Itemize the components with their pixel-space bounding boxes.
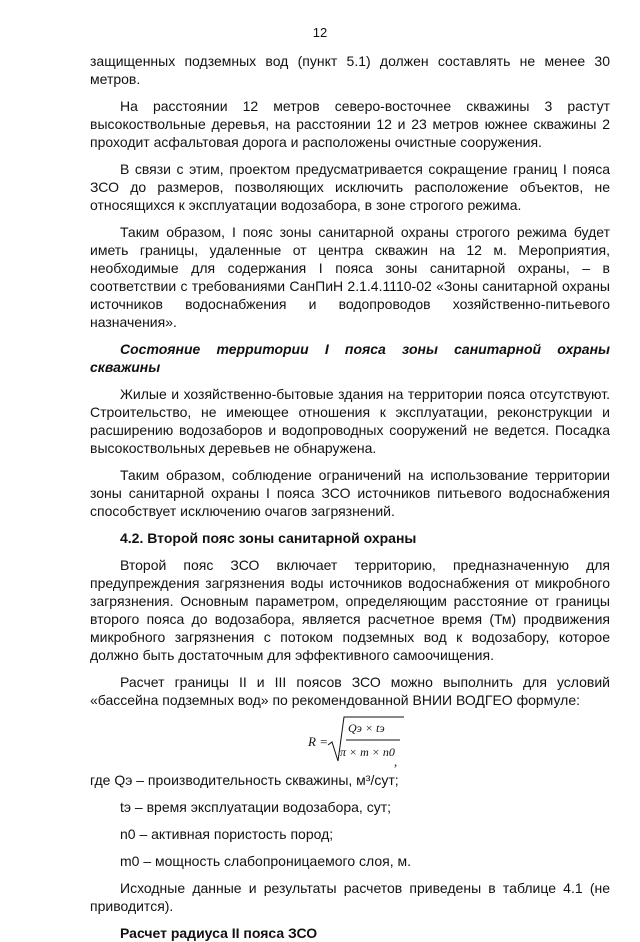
paragraph-boundary-reduction: В связи с этим, проектом предусматривается сокращение границ I пояса ЗСО до размеров, позволяющих исключить расположение объектов, не относящихся к эксплуатации водозабора, в зоне строгого режима. [90,161,610,213]
radius-formula [90,715,610,769]
paragraph-table-ref: Исходные данные и результаты расчетов приведены в таблице 4.1 (не приводится). [90,880,610,914]
formula-numerator: Qэ × tэ [348,721,385,735]
paragraph-restrictions: Таким образом, соблюдение ограничений на использование территории зоны санитарной охраны I пояса ЗСО источников питьевого водоснабжения способствует исключению очагов загрязнений. [90,467,610,519]
formula-comma: , [394,754,398,769]
definition-n0: n0 – активная пористость пород; [120,826,334,842]
paragraph-buildings: Жилые и хозяйственно-бытовые здания на территории пояса отсутствуют. Строительство, не имеющее отношения к эксплуатации, реконструкции и расширению водозаборов и водопроводных сооружений не ведется. Посадка высокоствольных деревьев не обнаружена. [90,386,610,456]
section-heading-radius: Расчет радиуса II пояса ЗСО [120,925,318,941]
document-body [90,0,610,942]
section-heading-4-2: 4.2. Второй пояс зоны санитарной охраны [120,530,417,546]
section-heading-state: Состояние территории I пояса зоны санитарной охраны скважины [90,341,610,375]
definition-m0: m0 – мощность слабопроницаемого слоя, м. [120,853,411,869]
formula-lhs: R = [308,734,328,749]
paragraph-trees-road: На расстоянии 12 метров северо-восточнее скважины 3 растут высокоствольные деревья, на расстоянии 12 и 23 метров южнее скважины 2 проходит асфальтовая дорога и расположены очистные сооружения. [90,98,610,150]
definition-qe: где Qэ – производительность скважины, м³/сут; [90,772,399,788]
definition-te: tэ – время эксплуатации водозабора, сут; [120,799,392,815]
formula-denominator: π × m × n0 [340,745,395,759]
paragraph-strict-regime: Таким образом, I пояс зоны санитарной охраны строгого режима будет иметь границы, удаленные от центра скважин на 12 м. Мероприятия, необходимые для содержания I пояса зоны санитарной охраны, – в соответствии с требованиями СанПиН 2.1.4.1110-02 «Зоны санитарной охраны источников водоснабжения и водопроводов хозяйственно-питьевого назначения». [90,224,610,330]
page-number: 12 [312,25,328,40]
paragraph-calculation-intro: Расчет границы II и III поясов ЗСО можно выполнить для условий «бассейна подземных вод» по рекомендованной ВНИИ ВОДГЕО формуле: [90,674,610,708]
definitions-list [90,771,610,870]
paragraph-continued: защищенных подземных вод (пункт 5.1) должен составлять не менее 30 метров. [90,53,610,87]
paragraph-second-zone: Второй пояс ЗСО включает территорию, предназначенную для предупреждения загрязнения воды источников водоснабжения от микробного загрязнения. Основным параметром, определяющим расстояние от границы второго пояса до водозабора, является расчетное время (Тм) продвижения микробного загрязнения с потоком подземных вод к водозабору, которое должно быть достаточным для эффективного самоочищения. [90,557,610,663]
